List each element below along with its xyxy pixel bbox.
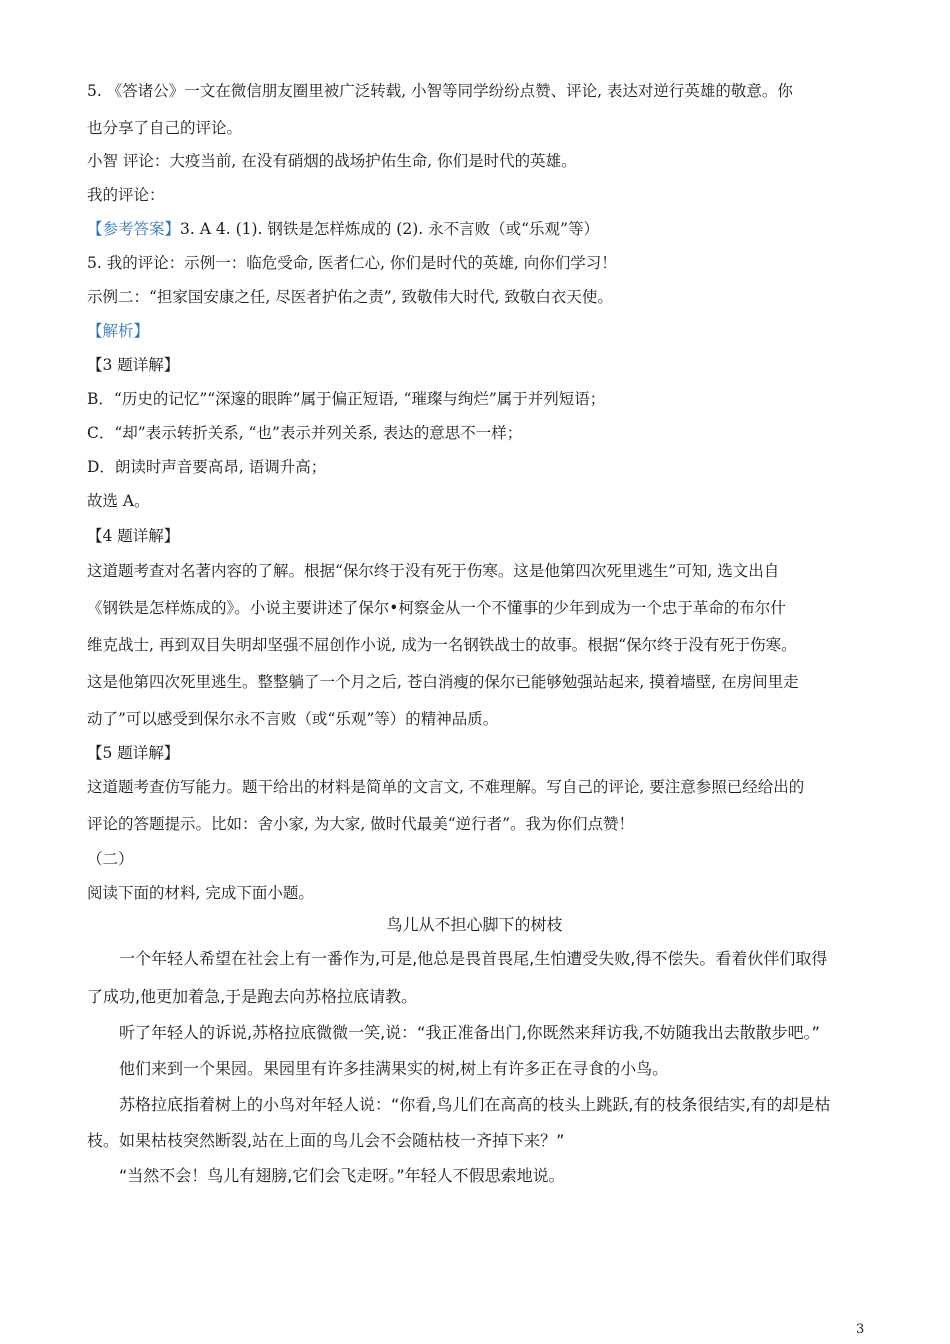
q5-line-3: 小智 评论：大疫当前, 在没有硝烟的战场护佑生命, 你们是时代的英雄。: [87, 152, 577, 170]
story-line: 一个年轻人希望在社会上有一番作为,可是,他总是畏首畏尾,生怕遭受失败,得不偿失。看着伙伴们取得: [119, 949, 828, 968]
q4-line: 《钢铁是怎样炼成的》。小说主要讲述了保尔•柯察金从一个不懂事的少年到成为一个忠于革命的布尔什: [87, 599, 786, 617]
answer-line-3: 示例二：“担家国安康之任, 尽医者护佑之责”, 致敬伟大时代, 致敬白衣天使。: [87, 288, 613, 306]
q3-conclusion: 故选 A。: [87, 492, 150, 510]
analysis-tag: 【解析】: [87, 322, 150, 340]
q5-detail-heading: 【5 题详解】: [87, 744, 180, 762]
story-line: 苏格拉底指着树上的小鸟对年轻人说：“你看,鸟儿们在高高的枝头上跳跃,有的枝条很结实,有的却是枯: [119, 1095, 831, 1114]
story-title: 鸟儿从不担心脚下的树枝: [386, 915, 563, 934]
story-line: 枝。如果枯枝突然断裂,站在上面的鸟儿会不会随枯枝一齐掉下来？”: [87, 1131, 565, 1150]
story-line: 听了年轻人的诉说,苏格拉底微微一笑,说：“我正准备出门,你既然来拜访我,不妨随我出去散散步吧。”: [119, 1023, 820, 1042]
q3-option-c: C．“却”表示转折关系, “也”表示并列关系, 表达的意思不一样；: [87, 424, 523, 442]
section-instruction: 阅读下面的材料, 完成下面小题。: [87, 884, 314, 902]
answer-tag: 【参考答案】: [87, 220, 181, 238]
q5-line-4: 我的评论：: [87, 186, 165, 204]
q5-line-2: 也分享了自己的评论。: [87, 119, 243, 137]
q4-line: 这是他第四次死里逃生。整整躺了一个月之后, 苍白消瘦的保尔已能够勉强站起来, 摸着墙壁, 在房间里走: [87, 673, 799, 691]
q5-detail-line: 这道题考查仿写能力。题干给出的材料是简单的文言文, 不难理解。写自己的评论, 要注意参照已经给出的: [87, 778, 805, 796]
page-number: 3: [856, 1322, 865, 1337]
q5-line-1: 5. 《答诸公》一文在微信朋友圈里被广泛转载, 小智等同学纷纷点赞、评论, 表达对逆行英雄的敬意。你: [87, 82, 793, 100]
q4-line: 动了”可以感受到保尔永不言败（或“乐观”等）的精神品质。: [87, 710, 499, 728]
q4-heading: 【4 题详解】: [87, 527, 180, 545]
story-line: 他们来到一个果园。果园里有许多挂满果实的树,树上有许多正在寻食的小鸟。: [119, 1059, 669, 1078]
q3-heading: 【3 题详解】: [87, 356, 180, 374]
answer-line-1: [87, 218, 599, 240]
q4-line: 这道题考查对名著内容的了解。根据“保尔终于没有死于伤寒。这是他第四次死里逃生”可知, 选文出自: [87, 562, 780, 580]
answer-line-2: 5. 我的评论：示例一：临危受命, 医者仁心, 你们是时代的英雄, 向你们学习！: [87, 254, 617, 272]
story-line: 了成功,他更加着急,于是跑去向苏格拉底请教。: [87, 987, 418, 1006]
q5-detail-line: 评论的答题提示。比如：舍小家, 为大家, 做时代最美“逆行者”。我为你们点赞！: [87, 815, 635, 833]
q4-line: 维克战士, 再到双目失明却坚强不屈创作小说, 成为一名钢铁战士的故事。根据“保尔终于没有死于伤寒。: [87, 636, 797, 654]
section-heading: （二）: [87, 850, 134, 868]
answer-line-1-text: 3. A 4. (1). 钢铁是怎样炼成的 (2). 永不言败（或“乐观”等）: [180, 220, 599, 238]
story-line: “当然不会！鸟儿有翅膀,它们会飞走呀。”年轻人不假思索地说。: [119, 1166, 565, 1185]
q3-option-b: B．“历史的记忆”“深邃的眼眸”属于偏正短语, “璀璨与绚烂”属于并列短语；: [87, 390, 606, 408]
q3-option-d: D．朗读时声音要高昂, 语调升高；: [87, 458, 327, 476]
